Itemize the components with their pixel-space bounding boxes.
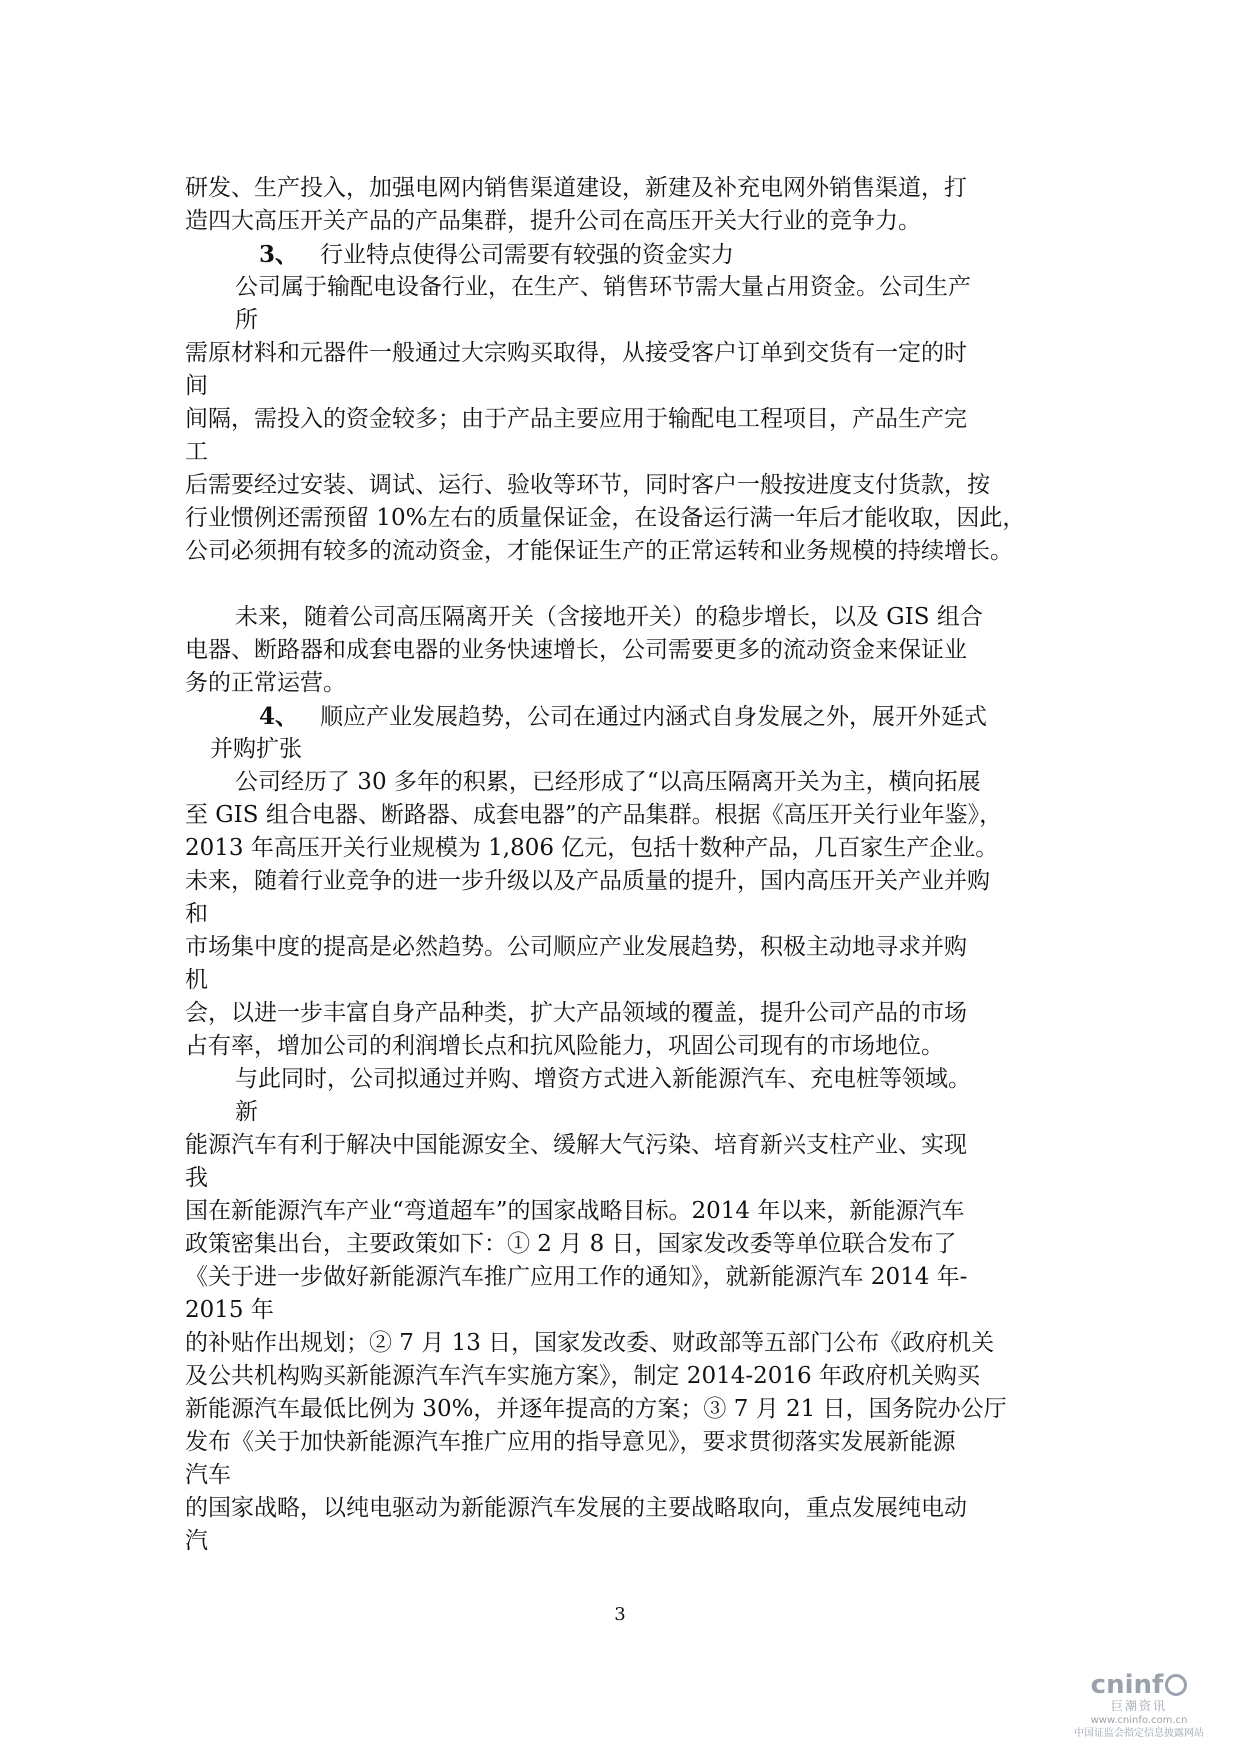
watermark-caption: 中国证监会指定信息披露网站 bbox=[1074, 1728, 1204, 1739]
text-line: 电器、断路器和成套电器的业务快速增长，公司需要更多的流动资金来保证业 bbox=[185, 637, 967, 663]
heading-text: 行业特点使得公司需要有较强的资金实力 bbox=[319, 242, 734, 268]
text-line: 我 bbox=[185, 1165, 208, 1191]
text-line: 2013 年高压开关行业规模为 1,806 亿元，包括十数种产品，几百家生产企业。 bbox=[185, 835, 999, 861]
text-line: 研发、生产投入，加强电网内销售渠道建设，新建及补充电网外销售渠道，打 bbox=[185, 175, 967, 201]
text-line: 新 bbox=[235, 1099, 258, 1125]
text-line: 2015 年 bbox=[185, 1297, 274, 1323]
text-line: 公司必须拥有较多的流动资金，才能保证生产的正常运转和业务规模的持续增长。 bbox=[185, 538, 1013, 564]
text-line: 间 bbox=[185, 373, 208, 399]
text-line: 务的正常运营。 bbox=[185, 670, 346, 696]
heading-number: 4、 bbox=[259, 703, 299, 730]
text-line: 工 bbox=[185, 439, 208, 465]
cninfo-watermark bbox=[1064, 1671, 1214, 1740]
cninfo-logo bbox=[1064, 1671, 1214, 1699]
heading-number: 3、 bbox=[259, 241, 299, 268]
logo-mark-icon bbox=[1165, 1674, 1187, 1696]
text-line: 及公共机构购买新能源汽车汽车实施方案》，制定 2014-2016 年政府机关购买 bbox=[185, 1363, 980, 1389]
heading-text: 顺应产业发展趋势，公司在通过内涵式自身发展之外，展开外延式 bbox=[319, 704, 987, 730]
logo-text: cninf bbox=[1090, 1670, 1164, 1700]
text-line: 的补贴作出规划；② 7 月 13 日，国家发改委、财政部等五部门公布《政府机关 bbox=[185, 1330, 995, 1356]
text-line: 占有率，增加公司的利润增长点和抗风险能力，巩固公司现有的市场地位。 bbox=[185, 1033, 944, 1059]
text-line: 后需要经过安装、调试、运行、验收等环节，同时客户一般按进度支付货款，按 bbox=[185, 472, 990, 498]
text-line: 的国家战略，以纯电驱动为新能源汽车发展的主要战略取向，重点发展纯电动 bbox=[185, 1495, 967, 1521]
text-line: 未来，随着行业竞争的进一步升级以及产品质量的提升，国内高压开关产业并购 bbox=[185, 868, 990, 894]
section-heading-4 bbox=[185, 700, 1085, 733]
text-line: 新能源汽车最低比例为 30%，并逐年提高的方案；③ 7 月 21 日，国务院办公厅 bbox=[185, 1396, 1007, 1422]
text-line: 能源汽车有利于解决中国能源安全、缓解大气污染、培育新兴支柱产业、实现 bbox=[185, 1132, 967, 1158]
text-line: 所 bbox=[235, 307, 258, 333]
text-line: 会，以进一步丰富自身产品种类，扩大产品领域的覆盖，提升公司产品的市场 bbox=[185, 1000, 967, 1026]
text-line: 国在新能源汽车产业“弯道超车”的国家战略目标。2014 年以来，新能源汽车 bbox=[185, 1198, 965, 1224]
watermark-name: 巨潮资讯 bbox=[1110, 1699, 1167, 1713]
text-line: 与此同时，公司拟通过并购、增资方式进入新能源汽车、充电桩等领域。 bbox=[235, 1066, 971, 1092]
text-line: 机 bbox=[185, 967, 208, 993]
text-line: 公司经历了 30 多年的积累，已经形成了“以高压隔离开关为主，横向拓展 bbox=[235, 769, 981, 795]
body-text bbox=[185, 172, 1085, 1558]
text-line: 间隔，需投入的资金较多；由于产品主要应用于输配电工程项目，产品生产完 bbox=[185, 406, 967, 432]
section-heading-3 bbox=[185, 238, 1085, 271]
text-line: 造四大高压开关产品的产品集群，提升公司在高压开关大行业的竞争力。 bbox=[185, 208, 921, 234]
page-number: 3 bbox=[614, 1604, 626, 1625]
text-line: 汽车 bbox=[185, 1462, 231, 1488]
text-line: 未来，随着公司高压隔离开关（含接地开关）的稳步增长，以及 GIS 组合 bbox=[235, 604, 983, 630]
text-line: 发布《关于加快新能源汽车推广应用的指导意见》，要求贯彻落实发展新能源 bbox=[185, 1429, 956, 1455]
text-line: 行业惯例还需预留 10%左右的质量保证金，在设备运行满一年后才能收取，因此， bbox=[185, 505, 1026, 531]
text-line: 需原材料和元器件一般通过大宗购买取得，从接受客户订单到交货有一定的时 bbox=[185, 340, 967, 366]
text-line: 政策密集出台，主要政策如下：① 2 月 8 日，国家发改委等单位联合发布了 bbox=[185, 1231, 957, 1257]
blank-line bbox=[185, 568, 1085, 601]
watermark-url: www.cninfo.com.cn bbox=[1090, 1715, 1188, 1726]
text-line: 汽 bbox=[185, 1528, 208, 1554]
text-line: 和 bbox=[185, 901, 208, 927]
text-line: 至 GIS 组合电器、断路器、成套电器”的产品集群。根据《高压开关行业年鉴》， bbox=[185, 802, 1003, 828]
text-line: 《关于进一步做好新能源汽车推广应用工作的通知》，就新能源汽车 2014 年- bbox=[185, 1264, 968, 1290]
heading-continuation: 并购扩张 bbox=[210, 736, 302, 762]
text-line: 市场集中度的提高是必然趋势。公司顺应产业发展趋势，积极主动地寻求并购 bbox=[185, 934, 967, 960]
text-line: 公司属于输配电设备行业，在生产、销售环节需大量占用资金。公司生产 bbox=[235, 274, 971, 300]
